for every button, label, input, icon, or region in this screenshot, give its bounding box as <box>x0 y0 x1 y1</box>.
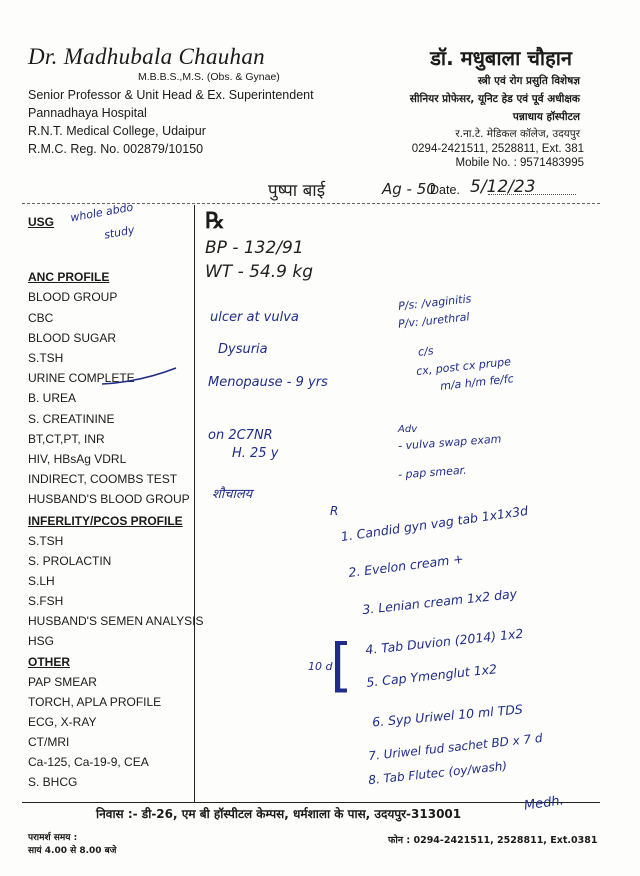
rx-marker: R <box>330 504 339 518</box>
footer-divider <box>22 802 600 803</box>
exam-note: c/s <box>417 344 435 359</box>
advice-item: - vulva swap exam <box>397 432 502 453</box>
speciality-hindi: स्त्री एवं रोग प्रसुति विशेषज्ञ <box>477 75 580 87</box>
other-item: TORCH, APLA PROFILE <box>28 695 162 709</box>
infertility-item: S.TSH <box>28 534 64 548</box>
college-hindi: र.ना.टे. मेडिकल कॉलेज, उदयपुर <box>455 128 580 140</box>
clinical-note: Dysuria <box>218 342 268 357</box>
infertility-item: HSG <box>28 634 55 648</box>
anc-item: URINE COMPLETE <box>28 371 135 385</box>
medicine-item: 3. Lenian cream 1x2 day <box>361 585 518 618</box>
anc-item: S.TSH <box>28 351 64 365</box>
college-name: R.N.T. Medical College, Udaipur <box>28 124 206 138</box>
infertility-item: S. PROLACTIN <box>28 554 112 568</box>
column-divider <box>194 205 195 803</box>
registration-number: R.M.C. Reg. No. 002879/10150 <box>28 142 204 156</box>
other-item: PAP SMEAR <box>28 675 97 689</box>
exam-note: cx, post cx prupe <box>415 355 512 378</box>
designation-hindi: सीनियर प्रोफेसर, यूनिट हेड एवं पूर्व अधीक्षक <box>409 93 580 105</box>
doctor-name-english: Dr. Madhubala Chauhan <box>28 44 265 69</box>
infertility-item: S.LH <box>28 574 55 588</box>
other-item: Ca-125, Ca-19-9, CEA <box>28 755 149 769</box>
clinical-note: on 2C7NR <box>208 428 273 443</box>
mobile-number: Mobile No. : 9571483995 <box>455 157 584 169</box>
rx-symbol: ℞ <box>205 208 225 234</box>
anc-item: HUSBAND'S BLOOD GROUP <box>28 492 190 506</box>
anc-item: BLOOD SUGAR <box>28 331 117 345</box>
clinical-note: शौचालय <box>212 487 253 502</box>
footer-phone: फोन : 0294-2421511, 2528811, Ext.0381 <box>388 835 598 846</box>
anc-profile-title: ANC PROFILE <box>28 270 110 284</box>
hospital-name: Pannadhaya Hospital <box>28 106 147 120</box>
phone-number: 0294-2421511, 2528811, Ext. 381 <box>411 143 584 155</box>
medicine-item: 7. Uriwel fud sachet BD x 7 d <box>367 730 544 764</box>
anc-item: BLOOD GROUP <box>28 290 118 304</box>
patient-name: पुष्पा बाई <box>268 181 326 201</box>
clinical-note: Menopause - 9 yrs <box>208 375 328 390</box>
other-item: ECG, X-RAY <box>28 715 97 729</box>
infertility-item: HUSBAND'S SEMEN ANALYSIS <box>28 614 204 628</box>
anc-item: BT,CT,PT, INR <box>28 432 105 446</box>
usg-title: USG <box>28 215 55 229</box>
infertility-profile-title: INFERLITY/PCOS PROFILE <box>28 514 183 528</box>
duration-label: 10 d <box>308 660 333 673</box>
anc-item: CBC <box>28 311 54 325</box>
other-item: S. BHCG <box>28 775 78 789</box>
medicine-item: 4. Tab Duvion (2014) 1x2 <box>364 625 524 658</box>
patient-age: Ag - 50 <box>382 180 436 198</box>
doctor-signature: Medh. <box>523 793 565 814</box>
date-value: 5/12/23 <box>470 177 536 197</box>
doctor-designation: Senior Professor & Unit Head & Ex. Superintendent <box>28 88 314 102</box>
exam-note: m/a h/m fe/fc <box>439 372 515 393</box>
anc-item: S. CREATININE <box>28 412 115 426</box>
bp-reading: BP - 132/91 <box>205 238 304 258</box>
anc-item: INDIRECT, COOMBS TEST <box>28 472 178 486</box>
exam-note: P/v: /urethral <box>397 310 471 331</box>
doctor-name-hindi: डॉ. मधुबाला चौहान <box>430 46 572 70</box>
other-title: OTHER <box>28 655 70 669</box>
other-item: CT/MRI <box>28 735 70 749</box>
hospital-hindi: पन्नाधाय हॉस्पीटल <box>512 111 580 123</box>
medicine-item: 2. Evelon cream + <box>347 550 465 581</box>
consultation-timing-label: परामर्श समय : <box>28 833 78 843</box>
urine-tick-mark <box>100 364 180 388</box>
medicine-item: 6. Syp Uriwel 10 ml TDS <box>371 701 524 730</box>
residence-address: निवास :- डी-26, एम बी हॉस्पीटल केम्पस, धर्मशाला के पास, उदयपुर-313001 <box>96 807 462 821</box>
advice-item: - pap smear. <box>397 463 468 482</box>
duration-brace: [ <box>330 631 353 699</box>
usg-note-2: study <box>103 223 136 242</box>
infertility-item: S.FSH <box>28 594 64 608</box>
weight-reading: WT - 54.9 kg <box>205 262 314 282</box>
usg-note-1: whole abdo <box>69 200 135 225</box>
advice-label: Adv <box>398 424 418 435</box>
date-label: Date. <box>430 183 460 197</box>
exam-note: P/s: /vaginitis <box>397 292 472 313</box>
consultation-timing: सायं 4.00 से 8.00 बजे <box>28 846 117 856</box>
clinical-note: ulcer at vulva <box>210 310 299 325</box>
anc-item: B. UREA <box>28 391 77 405</box>
doctor-degrees: M.B.B.S.,M.S. (Obs. & Gynae) <box>138 71 280 83</box>
clinical-note: H. 25 y <box>232 446 279 461</box>
anc-item: HIV, HBsAg VDRL <box>28 452 127 466</box>
medicine-item: 5. Cap Ymenglut 1x2 <box>365 661 498 690</box>
medicine-item: 8. Tab Flutec (oy/wash) <box>367 758 508 788</box>
medicine-item: 1. Candid gyn vag tab 1x1x3d <box>339 502 529 545</box>
